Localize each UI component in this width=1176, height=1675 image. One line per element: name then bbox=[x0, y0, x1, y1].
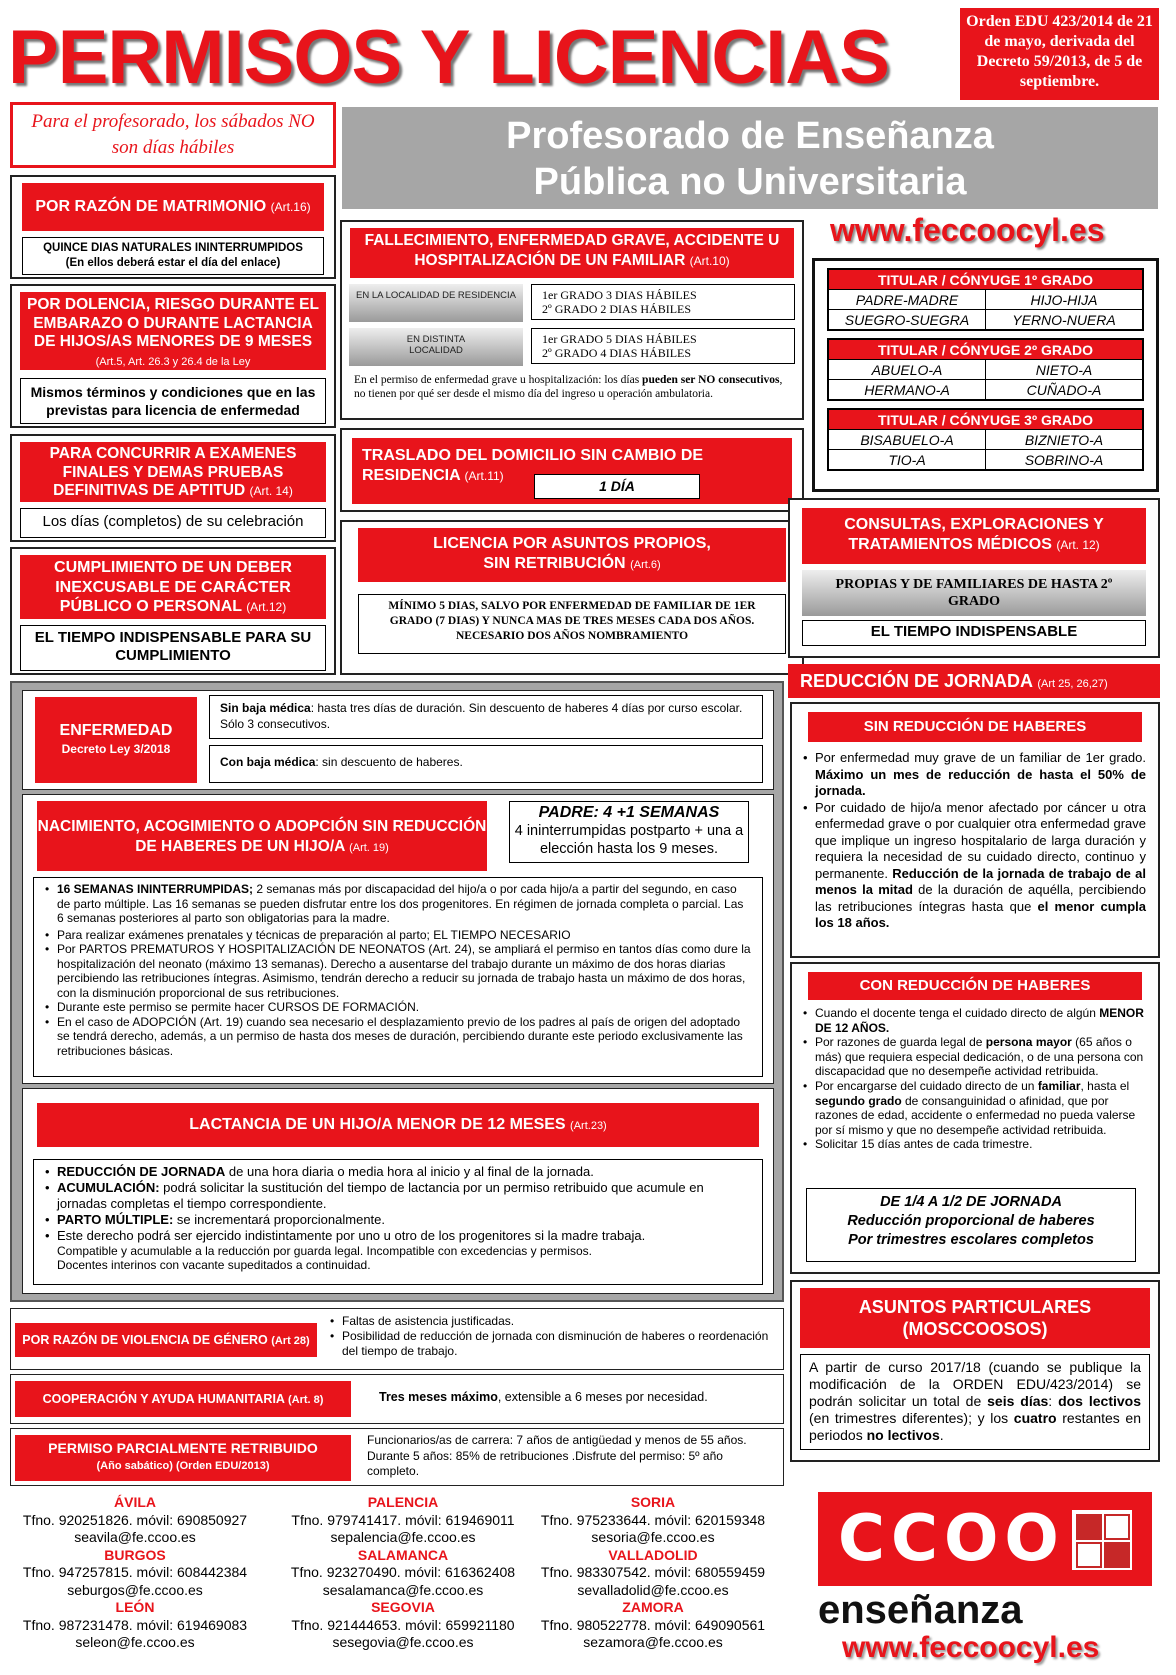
lac-item0-bold: REDUCCIÓN DE JORNADA bbox=[57, 1164, 226, 1179]
con-item1-text: Cuando el docente tenga el cuidado directo de algún bbox=[815, 1006, 1100, 1020]
contact-email[interactable]: sesoria@fe.ccoo.es bbox=[591, 1529, 715, 1545]
nacimiento-list bbox=[44, 882, 752, 1058]
fallecimiento-section bbox=[340, 220, 804, 420]
part-text3: (en trimestres diferentes); y los bbox=[809, 1410, 1014, 1426]
lac-item2-bold: PARTO MÚLTIPLE: bbox=[57, 1212, 174, 1227]
examenes-section bbox=[10, 434, 336, 542]
con-baja-detail bbox=[209, 745, 763, 783]
contact-city: ZAMORA bbox=[622, 1599, 684, 1615]
con-baja-bold: Con baja médica bbox=[220, 755, 316, 769]
dolencia-detail: Mismos términos y condiciones que en las previstas para licencia de enfermedad bbox=[20, 378, 326, 424]
grade1-header: TITULAR / CÓNYUGE 1º GRADO bbox=[829, 270, 1143, 290]
distinta-localidad-label: EN DISTINTA LOCALIDAD bbox=[349, 328, 523, 366]
contact-phone: Tfno. 975233644. móvil: 620159348 bbox=[540, 1511, 766, 1528]
list-item bbox=[44, 1212, 752, 1228]
nacimiento-title bbox=[37, 801, 487, 871]
violencia-title-text: POR RAZÓN DE VIOLENCIA DE GÉNERO bbox=[22, 1333, 268, 1347]
nac-item3-text: Durante este permiso se permite hacer CURSOS DE FORMACIÓN. bbox=[57, 1000, 420, 1014]
lactancia-footnote1: Compatible y acumulable a la reducción por guarda legal. Incompatible con excedencias y permisos. bbox=[57, 1244, 592, 1258]
nacimiento-section bbox=[22, 794, 774, 1084]
contact-phone: Tfno. 923270490. móvil: 616362408 bbox=[290, 1564, 516, 1580]
padre-text: 4 ininterrumpidas postparto + una a elección hasta los 9 meses. bbox=[514, 823, 744, 857]
asuntos-propios-title bbox=[358, 528, 786, 582]
other-grade2: 2º GRADO 4 DIAS HÁBILES bbox=[542, 346, 692, 360]
kin-cell: CUÑADO-A bbox=[986, 380, 1143, 400]
kin-cell: HERMANO-A bbox=[829, 380, 986, 400]
contact-city: ÁVILA bbox=[114, 1494, 156, 1510]
cooperacion-title-text: COOPERACIÓN Y AYUDA HUMANITARIA bbox=[42, 1392, 285, 1406]
kin-cell: NIETO-A bbox=[986, 360, 1143, 380]
contact-phone: Tfno. 980522778. móvil: 649090561 bbox=[540, 1616, 766, 1633]
contact-email[interactable]: seburgos@fe.ccoo.es bbox=[67, 1581, 203, 1598]
fallecimiento-title bbox=[350, 228, 794, 278]
saturday-note: Para el profesorado, los sábados NO son días hábiles bbox=[10, 102, 336, 168]
cooperacion-title bbox=[15, 1381, 351, 1417]
enfermedad-title-text: ENFERMEDAD bbox=[59, 722, 173, 739]
asuntos-propios-title-line1: LICENCIA POR ASUNTOS PROPIOS, bbox=[433, 535, 711, 552]
matrimonio-section bbox=[10, 175, 336, 279]
con-item3-bold2: segundo grado bbox=[815, 1093, 902, 1108]
deber-ref: (Art.12) bbox=[246, 600, 287, 614]
enfermedad-section bbox=[22, 690, 774, 790]
particulares-title-line1: ASUNTOS PARTICULARES bbox=[858, 1297, 1092, 1317]
matrimonio-detail bbox=[22, 237, 324, 275]
summary-line3: Por trimestres escolares completos bbox=[848, 1232, 1094, 1248]
sin-reduccion-section bbox=[790, 702, 1160, 958]
violencia-ref: (Art 28) bbox=[271, 1335, 310, 1347]
con-item4-text: Solicitar 15 días antes de cada trimestre. bbox=[815, 1137, 1033, 1152]
order-note: Orden EDU 423/2014 de 21 de mayo, derivada del Decreto 59/2013, de 5 de septiembre. bbox=[960, 8, 1159, 100]
contact-phone: Tfno. 983307542. móvil: 680559459 bbox=[540, 1564, 766, 1580]
nac-item1-text: Para realizar exámenes prenatales y técnicas de preparación al parto; EL TIEMPO NECESARIO bbox=[57, 927, 571, 942]
asuntos-propios-section bbox=[340, 520, 804, 675]
subtitle-banner bbox=[342, 107, 1158, 209]
note-post: , no tienen por qué ser desde el mismo día del ingreso u operación ambulatoria. bbox=[354, 374, 783, 400]
matrimonio-detail-line2: (En ellos deberá estar el día del enlace) bbox=[65, 257, 281, 269]
kin-cell: HIJO-HIJA bbox=[986, 290, 1143, 310]
contact-email[interactable]: seavila@fe.ccoo.es bbox=[74, 1529, 196, 1545]
grade2-table bbox=[828, 339, 1143, 400]
lactancia-title bbox=[37, 1103, 759, 1147]
website-header[interactable]: www.feccoocyl.es bbox=[830, 212, 1105, 248]
consultas-scope: PROPIAS Y DE FAMILIARES DE HASTA 2º GRADO bbox=[802, 570, 1146, 616]
ccoo-logo bbox=[818, 1492, 1152, 1586]
nacimiento-details bbox=[33, 877, 763, 1077]
part-text2: : bbox=[1048, 1393, 1059, 1409]
contact-phone: Tfno. 921444653. móvil: 659921180 bbox=[291, 1616, 515, 1633]
note-bold: pueden ser NO consecutivos bbox=[642, 374, 780, 386]
asuntos-propios-ref: (Art.6) bbox=[630, 559, 661, 571]
part-bold1: seis días bbox=[987, 1393, 1049, 1409]
nacimiento-ref: (Art. 19) bbox=[349, 842, 389, 854]
examenes-ref: (Art. 14) bbox=[249, 484, 293, 498]
kin-cell: YERNO-NUERA bbox=[986, 310, 1143, 330]
summary-line2: Reducción proporcional de haberes bbox=[847, 1213, 1095, 1229]
lactancia-footnote2: Docentes interinos con vacante supeditados a continuidad. bbox=[57, 1258, 371, 1272]
con-item1-bold: MENOR DE 12 AÑOS. bbox=[815, 1006, 1144, 1035]
matrimonio-ref: (Art.16) bbox=[270, 200, 311, 214]
padre-box bbox=[509, 801, 749, 863]
violencia-title bbox=[15, 1323, 317, 1357]
sin-reduccion-list bbox=[802, 750, 1148, 932]
list-item bbox=[44, 942, 752, 1000]
cooperacion-detail bbox=[379, 1390, 708, 1404]
consultas-section bbox=[788, 498, 1160, 658]
contact-phone: Tfno. 920251826. móvil: 690850927 bbox=[22, 1511, 248, 1528]
examenes-detail: Los días (completos) de su celebración bbox=[20, 508, 326, 538]
contacts-col2 bbox=[278, 1494, 528, 1652]
nac-item0-text: 2 semanas más por discapacidad del hijo/a o por cada hijo/a a partir del segundo, en caso de parto múltiple. Las 16 semanas se pueden disfrutar entre los dos progenitores. En régimen de jornada completa o parcial. Las 6 semanas posteriores al parto son obligatorias para la madre. bbox=[57, 882, 744, 925]
kin-cell: BISABUELO-A bbox=[829, 430, 986, 450]
traslado-ref: (Art.11) bbox=[464, 469, 504, 483]
part-bold3: cuatro bbox=[1013, 1410, 1057, 1426]
sin-item2-bold2: el menor cumpla los 18 años. bbox=[815, 898, 1146, 930]
other-grade1: 1er GRADO 5 DIAS HÁBILES bbox=[542, 332, 697, 346]
sabatico-detail: Funcionarios/as de carrera: 7 años de antigüedad y menos de 55 años. Durante 5 años: 85% de retribuciones .Disfrute del permiso: 5º año completo. bbox=[367, 1433, 747, 1478]
deber-title-text: CUMPLIMIENTO DE UN DEBER INEXCUSABLE DE CARÁCTER PÚBLICO O PERSONAL bbox=[54, 559, 292, 615]
main-title: PERMISOS Y LICENCIAS bbox=[8, 15, 889, 100]
con-item2-text2: (65 años o más) que requiera especial dedicación, o de una persona con discapacidad que no desempeñe actividad retribuida. bbox=[815, 1035, 1144, 1079]
part-bold2: dos lectivos bbox=[1058, 1393, 1141, 1409]
lac-item0-text: de una hora diaria o media hora al inicio y al final de la jornada. bbox=[225, 1164, 594, 1179]
matrimonio-detail-line1: QUINCE DIAS NATURALES ININTERRUMPIDOS bbox=[43, 242, 303, 254]
contact-city: PALENCIA bbox=[367, 1494, 439, 1510]
part-text1: A partir de curso 2017/18 (cuando se publique la modificación de la ORDEN EDU/423/2014) se podrán solicitar un total de bbox=[809, 1359, 1141, 1409]
deber-section bbox=[10, 547, 336, 675]
list-item bbox=[44, 928, 752, 943]
sabatico-section bbox=[10, 1428, 784, 1486]
contact-email[interactable]: sevalladolid@fe.ccoo.es bbox=[577, 1581, 729, 1598]
list-item bbox=[44, 882, 752, 926]
lac-item1-text: podrá solicitar la sustitución del tiempo de lactancia por un permiso retribuido que acumule en jornadas completas el tiempo correspondiente. bbox=[57, 1180, 704, 1211]
kin-cell: PADRE-MADRE bbox=[829, 290, 986, 310]
contact-phone: Tfno. 947257815. móvil: 608442384 bbox=[22, 1564, 248, 1580]
sin-baja-bold: Sin baja médica bbox=[220, 701, 311, 715]
sabatico-subtitle: (Año sabático) (Orden EDU/2013) bbox=[96, 1460, 270, 1472]
violencia-list bbox=[329, 1314, 777, 1359]
lac-item2-text: se incrementará proporcionalmente. bbox=[173, 1212, 386, 1227]
castilla-leon-shield-icon bbox=[1072, 1510, 1132, 1570]
list-item bbox=[44, 1180, 752, 1212]
subtitle-line1: Profesorado de Enseñanza bbox=[506, 115, 994, 157]
cooperacion-detail-text: , extensible a 6 meses por necesidad. bbox=[497, 1390, 708, 1404]
sin-item2-text: Por cuidado de hijo/a menor afectado por cáncer u otra enfermedad grave o por cualquier otra enfermedad grave que implique un ingreso hospitalario de larga duración y requiera la necesidad de su cuidado directo, continuo y permanente. bbox=[815, 799, 1146, 881]
cooperacion-detail-bold: Tres meses máximo bbox=[379, 1390, 498, 1404]
lactancia-list bbox=[44, 1164, 752, 1244]
lac-item3-text: Este derecho podrá ser ejercido indistintamente por uno u otro de los progenitores si la madre trabaja. bbox=[57, 1228, 646, 1243]
particulares-title-line2: (MOSCCOOSOS) bbox=[902, 1319, 1048, 1339]
cooperacion-ref: (Art. 8) bbox=[287, 1394, 324, 1406]
fallecimiento-ref: (Art.10) bbox=[689, 254, 730, 268]
distinta-localidad-grades bbox=[531, 328, 795, 364]
particulares-title bbox=[800, 1288, 1150, 1348]
sin-baja-detail bbox=[209, 695, 763, 739]
kin-cell: SOBRINO-A bbox=[986, 450, 1143, 470]
sin-item2-text2: de la duración de aquélla, percibiendo las retribuciones íntegras hasta que bbox=[815, 882, 1146, 914]
contact-email[interactable]: sepalencia@fe.ccoo.es bbox=[330, 1529, 476, 1545]
enfermedad-subtitle: Decreto Ley 3/2018 bbox=[61, 742, 171, 756]
list-item bbox=[44, 1164, 752, 1180]
lactancia-title-text: LACTANCIA DE UN HIJO/A MENOR DE 12 MESES bbox=[189, 1116, 566, 1133]
asuntos-propios-detail: MÍNIMO 5 DIAS, SALVO POR ENFERMEDAD DE FAMILIAR DE 1ER GRADO (7 DIAS) Y NUNCA MAS DE TRES MESES CADA DOS AÑOS. NECESARIO DOS AÑOS NOMBRAMIENTO bbox=[358, 594, 786, 654]
footer-brand: enseñanza bbox=[818, 1588, 1023, 1632]
con-item3-text2: , hasta el bbox=[1080, 1078, 1130, 1093]
logo-letters: CCOO bbox=[838, 1502, 1065, 1576]
cooperacion-section bbox=[10, 1374, 784, 1424]
list-item bbox=[44, 1000, 752, 1015]
particulares-section bbox=[790, 1280, 1160, 1462]
matrimonio-title-text: POR RAZÓN DE MATRIMONIO bbox=[35, 198, 267, 215]
contact-email[interactable]: sezamora@fe.ccoo.es bbox=[583, 1634, 723, 1650]
list-item: • Posibilidad de reducción de jornada con disminución de haberes o reordenación del tiempo de trabajo. bbox=[329, 1329, 777, 1359]
nac-item0-bold: 16 SEMANAS ININTERRUMPIDAS; bbox=[57, 882, 254, 896]
fallecimiento-note bbox=[354, 374, 794, 401]
dolencia-section bbox=[10, 284, 336, 428]
reduccion-ref: (Art 25, 26,27) bbox=[1037, 678, 1108, 690]
nac-item2-text: Por PARTOS PREMATUROS Y HOSPITALIZACIÓN DE NEONATOS (Art. 24), se ampliará el permiso en tantos días como dure la hospitalización del neonato (máximo 13 semanas). Derecho a ausentarse del trabajo durante un máximo de dos horas diarias percibiendo las retribuciones íntegras. Asimismo, tendrán derecho a reducir su jornada de trabajo hasta un máximo de dos horas, con la disminución proporcional de sus retribuciones. bbox=[57, 942, 751, 1000]
dolencia-title-text: POR DOLENCIA, RIESGO DURANTE EL EMBARAZO O DURANTE LACTANCIA DE HIJOS/AS MENORES DE 9 MESES bbox=[27, 296, 319, 350]
list-item bbox=[44, 1015, 752, 1059]
sin-reduccion-title: SIN REDUCCIÓN DE HABERES bbox=[808, 712, 1142, 742]
local-residencia-grades bbox=[531, 284, 795, 320]
local-grade1: 1er GRADO 3 DIAS HÁBILES bbox=[542, 288, 697, 302]
enfermedad-title bbox=[35, 697, 197, 783]
list-item bbox=[802, 1137, 1146, 1152]
kinship-section bbox=[812, 258, 1159, 492]
lactancia-details bbox=[33, 1159, 763, 1285]
sabatico-title-text: PERMISO PARCIALMENTE RETRIBUIDO bbox=[48, 1440, 318, 1456]
examenes-title-text: PARA CONCURRIR A EXAMENES FINALES Y DEMAS PRUEBAS DEFINITIVAS DE APTITUD bbox=[49, 445, 297, 499]
traslado-title-text: TRASLADO DEL DOMICILIO SIN CAMBIO DE RESIDENCIA bbox=[362, 447, 704, 484]
contact-city: SORIA bbox=[630, 1494, 676, 1510]
contact-city: BURGOS bbox=[104, 1546, 166, 1563]
contact-city: VALLADOLID bbox=[608, 1546, 698, 1563]
nac-item4-text: En el caso de ADOPCIÓN (Art. 19) cuando sea necesario el desplazamiento previo de los padres al país de origen del adoptado se tendrá derecho, además, a un permiso de hasta dos meses de duración, percibiendo durante este periodo exclusivamente las retribuciones básicas. bbox=[57, 1014, 743, 1058]
consultas-ref: (Art. 12) bbox=[1056, 538, 1100, 552]
grade1-table bbox=[828, 269, 1143, 330]
contacts-col1 bbox=[10, 1494, 260, 1652]
con-item3-text: Por encargarse del cuidado directo de un bbox=[815, 1078, 1038, 1093]
matrimonio-title bbox=[22, 183, 324, 231]
summary-line1: DE 1/4 A 1/2 DE JORNADA bbox=[880, 1194, 1062, 1210]
lactancia-section bbox=[22, 1088, 774, 1294]
consultas-title bbox=[802, 508, 1146, 564]
particulares-detail bbox=[800, 1354, 1150, 1450]
contact-city: SALAMANCA bbox=[357, 1546, 449, 1563]
con-item3-bold: familiar bbox=[1037, 1078, 1081, 1093]
sin-item1-bold: Máximo un mes de reducción de hasta el 50% de jornada. bbox=[815, 766, 1146, 798]
contact-email[interactable]: sesalamanca@fe.ccoo.es bbox=[322, 1581, 484, 1598]
part-bold4: no lectivos bbox=[866, 1427, 940, 1443]
contact-email[interactable]: seleon@fe.ccoo.es bbox=[75, 1634, 195, 1650]
list-item bbox=[44, 1228, 752, 1244]
grade3-header: TITULAR / CÓNYUGE 3º GRADO bbox=[829, 410, 1143, 430]
con-item2-text: Por razones de guarda legal de bbox=[815, 1035, 986, 1050]
con-reduccion-list bbox=[802, 1006, 1148, 1152]
violencia-section bbox=[10, 1308, 784, 1370]
grade2-header: TITULAR / CÓNYUGE 2º GRADO bbox=[829, 340, 1143, 360]
sin-baja-text: : hasta tres días de duración. Sin descuento de haberes 4 días por curso escolar. Sólo 3 consecutivos. bbox=[220, 701, 743, 731]
sin-item2-bold: Reducción de la jornada de trabajo de al menos la mitad bbox=[815, 865, 1146, 897]
reduccion-title: REDUCCIÓN DE JORNADA bbox=[800, 671, 1033, 691]
lactancia-ref: (Art.23) bbox=[570, 1120, 607, 1132]
contact-city: LEÓN bbox=[115, 1599, 155, 1615]
grade3-table bbox=[828, 409, 1143, 470]
fallecimiento-title-text: FALLECIMIENTO, ENFERMEDAD GRAVE, ACCIDENTE U HOSPITALIZACIÓN DE UN FAMILIAR bbox=[364, 232, 780, 269]
examenes-title bbox=[20, 442, 326, 502]
local-grade2: 2º GRADO 2 DIAS HÁBILES bbox=[542, 302, 692, 316]
sabatico-title bbox=[15, 1435, 351, 1481]
reduccion-header bbox=[788, 664, 1160, 698]
con-reduccion-title: CON REDUCCIÓN DE HABERES bbox=[808, 972, 1142, 1000]
traslado-value: 1 DÍA bbox=[534, 474, 700, 499]
con-item3-text3: de consanguinidad o afinidad, que por razones de edad, accidente o enfermedad no pueda valerse por sí mismo y que no desempeñe actividad retribuida. bbox=[815, 1093, 1136, 1137]
dolencia-title bbox=[20, 292, 326, 370]
contact-email[interactable]: sesegovia@fe.ccoo.es bbox=[332, 1634, 474, 1650]
part-text5: . bbox=[939, 1427, 944, 1443]
list-item bbox=[802, 1006, 1146, 1035]
contacts-col3 bbox=[528, 1494, 778, 1652]
part-text4: restantes en periodos bbox=[809, 1410, 1142, 1443]
deber-title bbox=[20, 555, 326, 619]
nacimiento-title-text: NACIMIENTO, ACOGIMIENTO O ADOPCIÓN SIN REDUCCIÓN DE HABERES DE UN HIJO/A bbox=[37, 818, 487, 855]
footer-website[interactable]: www.feccoocyl.es bbox=[842, 1631, 1100, 1664]
subtitle-line2: Pública no Universitaria bbox=[533, 161, 967, 203]
consultas-detail: EL TIEMPO INDISPENSABLE bbox=[802, 620, 1146, 646]
contact-phone: Tfno. 987231478. móvil: 619469083 bbox=[22, 1616, 248, 1633]
local-residencia-label: EN LA LOCALIDAD DE RESIDENCIA bbox=[349, 284, 523, 322]
asuntos-propios-title-line2: SIN RETRIBUCIÓN bbox=[483, 555, 626, 572]
contact-phone: Tfno. 979741417. móvil: 619469011 bbox=[291, 1511, 515, 1528]
lac-item1-bold: ACUMULACIÓN: bbox=[57, 1180, 160, 1195]
dolencia-ref: (Art.5, Art. 26.3 y 26.4 de la Ley bbox=[95, 355, 251, 368]
sin-item1-text: Por enfermedad muy grave de un familiar de 1er grado. bbox=[815, 750, 1146, 765]
list-item bbox=[802, 750, 1146, 800]
list-item bbox=[802, 1035, 1146, 1079]
kin-cell: ABUELO-A bbox=[829, 360, 986, 380]
reduccion-summary bbox=[806, 1188, 1136, 1262]
note-pre: En el permiso de enfermedad grave u hospitalización: los días bbox=[354, 374, 643, 386]
con-reduccion-section bbox=[790, 962, 1160, 1274]
con-baja-text: : sin descuento de haberes. bbox=[315, 755, 463, 769]
list-item bbox=[802, 800, 1146, 932]
contact-city: SEGOVIA bbox=[371, 1599, 435, 1615]
list-item bbox=[802, 1079, 1146, 1137]
traslado-section bbox=[340, 428, 804, 512]
kin-cell: SUEGRO-SUEGRA bbox=[829, 310, 986, 330]
padre-title: PADRE: 4 +1 SEMANAS bbox=[538, 804, 720, 821]
list-item: • Faltas de asistencia justificadas. bbox=[329, 1314, 777, 1329]
consultas-title-text: CONSULTAS, EXPLORACIONES Y TRATAMIENTOS MÉDICOS bbox=[844, 516, 1104, 553]
kin-cell: BIZNIETO-A bbox=[986, 430, 1143, 450]
deber-detail: EL TIEMPO INDISPENSABLE PARA SU CUMPLIMIENTO bbox=[20, 625, 326, 671]
con-item2-bold: persona mayor bbox=[985, 1035, 1072, 1050]
kin-cell: TIO-A bbox=[829, 450, 986, 470]
